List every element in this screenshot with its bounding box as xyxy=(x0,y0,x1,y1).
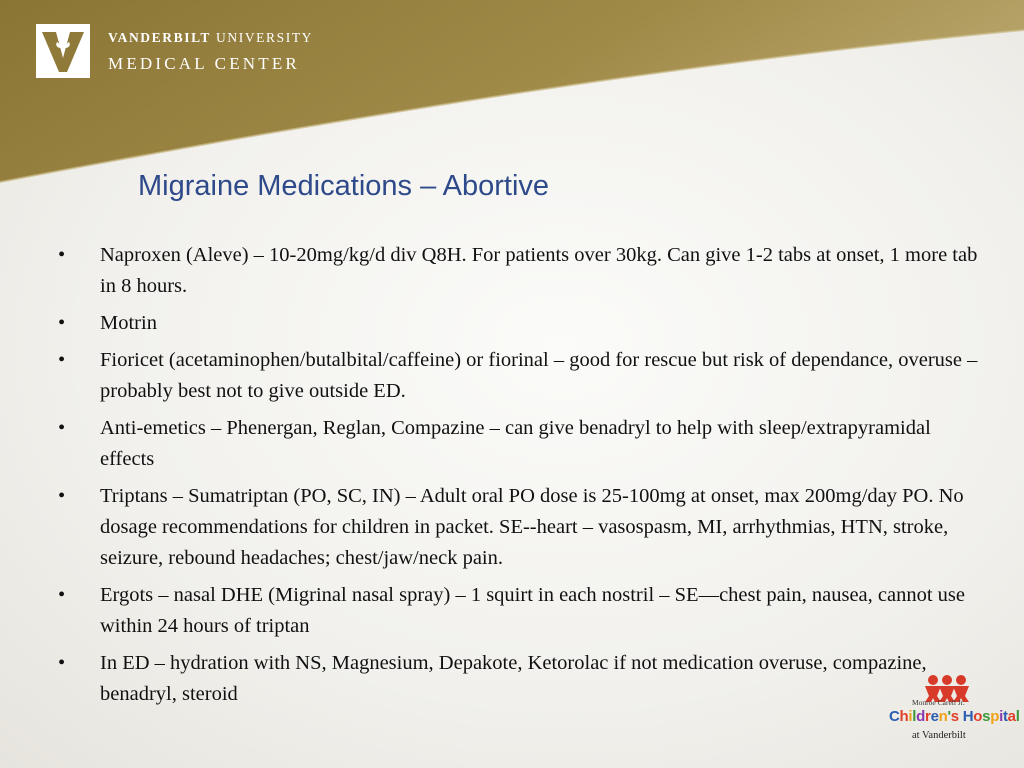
bullet-item: • Naproxen (Aleve) – 10-20mg/kg/d div Q8H. For patients over 30kg. Can give 1-2 tabs at onset, 1 more tab in 8 hours. xyxy=(58,240,978,302)
bullet-item: • In ED – hydration with NS, Magnesium, Depakote, Ketorolac if not medication overuse, compazine, benadryl, steroid xyxy=(58,648,978,710)
bullet-icon: • xyxy=(58,417,66,439)
childrens-logo-small-text: Monroe Carell Jr. xyxy=(912,698,965,707)
bullet-icon: • xyxy=(58,349,66,371)
slide-title: Migraine Medications – Abortive xyxy=(138,170,550,202)
bullet-icon: • xyxy=(58,652,66,674)
bullet-item: • Fioricet (acetaminophen/butalbital/caffeine) or fiorinal – good for rescue but risk of dependance, overuse – probably best not to give outside ED. xyxy=(58,345,978,407)
bullet-item: • Anti-emetics – Phenergan, Reglan, Compazine – can give benadryl to help with sleep/extrapyramidal effects xyxy=(58,413,978,475)
bullet-list xyxy=(58,240,978,716)
bullet-item: • Ergots – nasal DHE (Migrinal nasal spray) – 1 squirt in each nostril – SE—chest pain, nausea, cannot use within 24 hours of triptan xyxy=(58,580,978,642)
bullet-item: • Triptans – Sumatriptan (PO, SC, IN) – Adult oral PO dose is 25-100mg at onset, max 200mg/day PO. No dosage recommendations for children in packet. SE--heart – vasospasm, MI, arrhythmias, HTN, stroke, seizure, rebound headaches; chest/jaw/neck pain. xyxy=(58,481,978,574)
brand-line-1: VANDERBILT UNIVERSITY xyxy=(108,30,314,45)
bullet-icon: • xyxy=(58,485,66,507)
childrens-logo-name: Children's Hospital xyxy=(889,708,1020,725)
brand-line-2: MEDICAL CENTER xyxy=(108,54,300,73)
vanderbilt-v-oak-icon xyxy=(36,24,90,78)
vanderbilt-logo xyxy=(36,24,90,78)
bullet-item: • Motrin xyxy=(58,308,978,339)
bullet-icon: • xyxy=(58,244,66,266)
bullet-icon: • xyxy=(58,584,66,606)
bullet-icon: • xyxy=(58,312,66,334)
childrens-logo-at-text: at Vanderbilt xyxy=(912,730,966,741)
